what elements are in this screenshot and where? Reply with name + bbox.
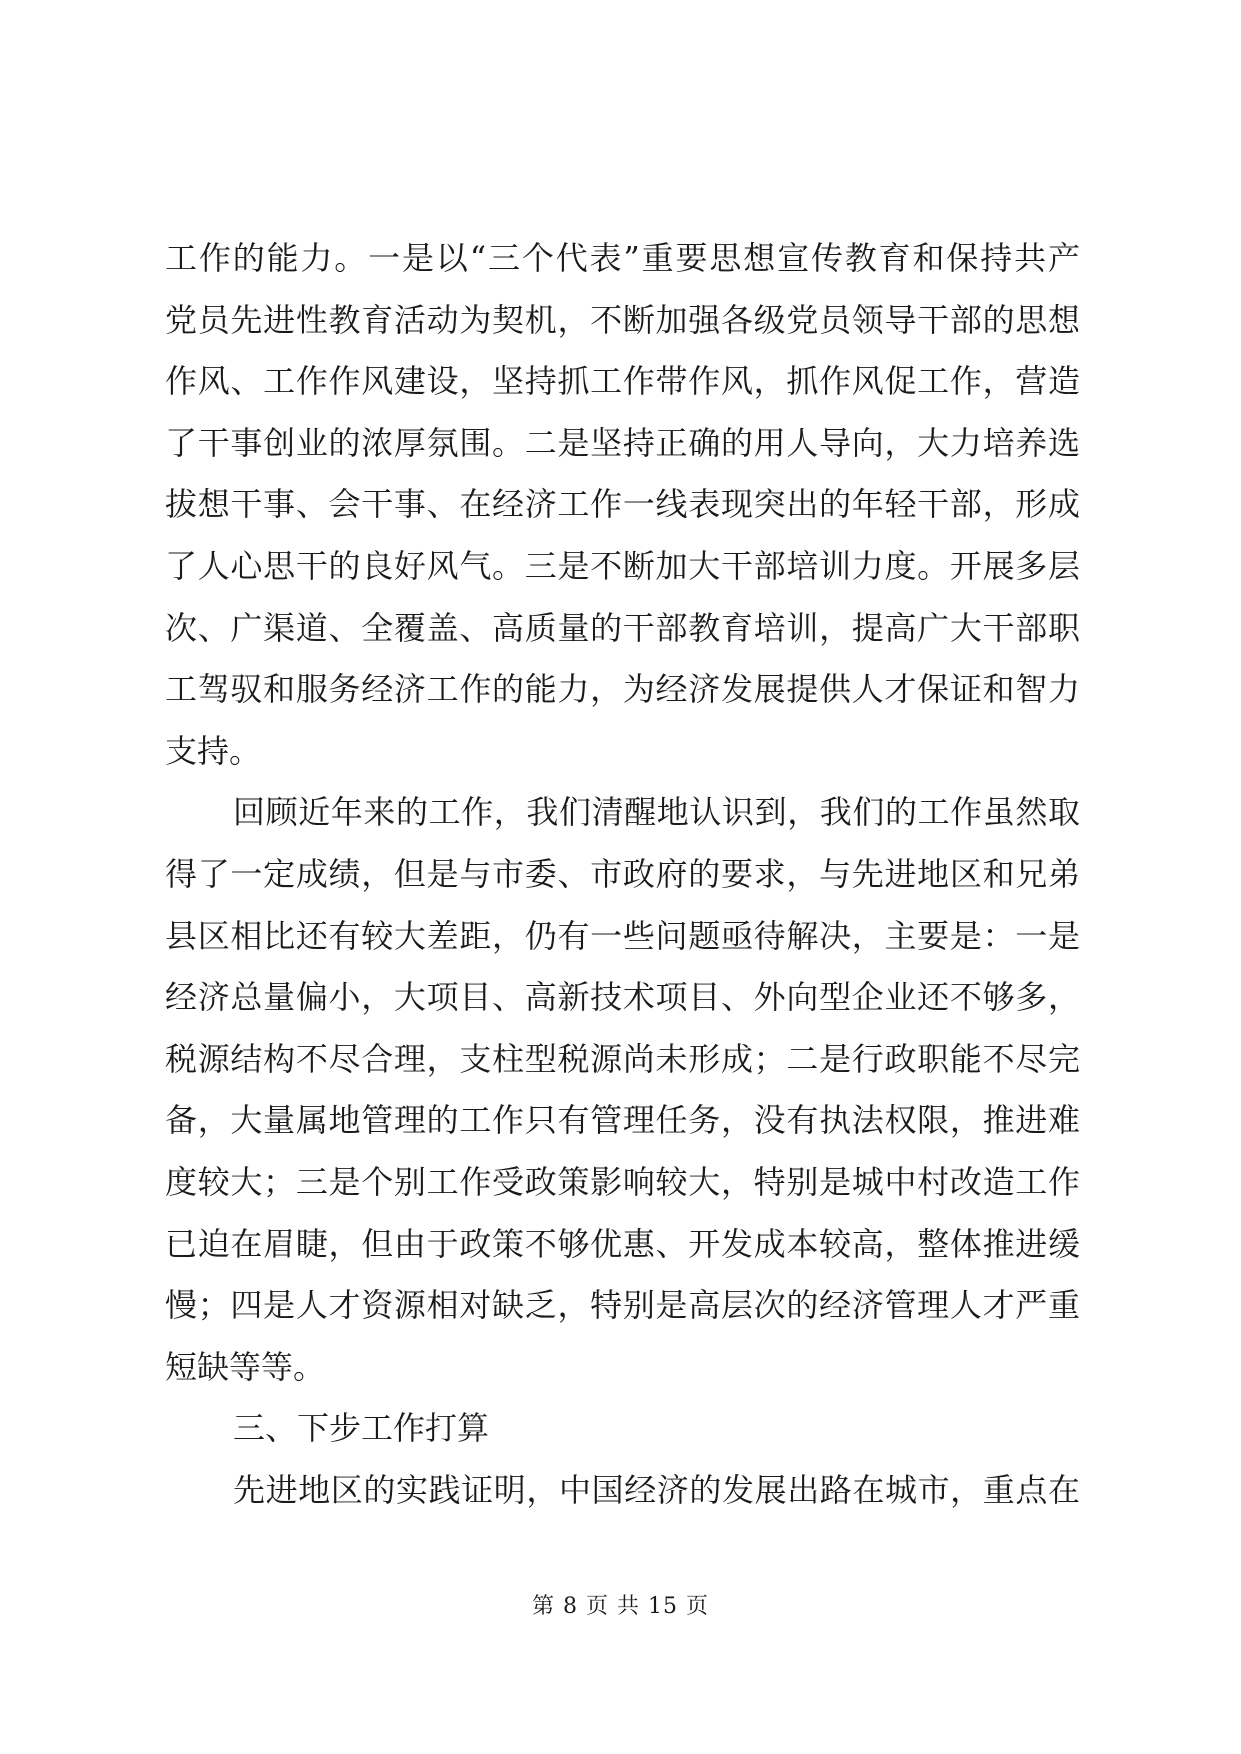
body-text (165, 228, 1080, 1521)
text-line-10: 回顾近年来的工作，我们清醒地认识到，我们的工作虽然取 (233, 793, 1080, 832)
text-line-11: 得了一定成绩，但是与市委、市政府的要求，与先进地区和兄弟 (165, 854, 1080, 893)
text-line-14: 税源结构不尽合理，支柱型税源尚未形成；二是行政职能不尽完 (165, 1039, 1080, 1078)
text-line-4: 了干事创业的浓厚氛围。二是坚持正确的用人导向，大力培养选 (165, 423, 1080, 462)
text-line-3: 作风、工作作风建设，坚持抓工作带作风，抓作风促工作，营造 (165, 362, 1080, 401)
text-line-5: 拔想干事、会干事、在经济工作一线表现突出的年轻干部，形成 (165, 485, 1080, 524)
text-line-8: 工驾驭和服务经济工作的能力，为经济发展提供人才保证和智力 (165, 670, 1080, 709)
text-line-18: 慢；四是人才资源相对缺乏，特别是高层次的经济管理人才严重 (165, 1286, 1080, 1325)
page-footer: 第 8 页 共 15 页 (532, 1594, 709, 1619)
text-line-9: 支持。 (165, 731, 262, 770)
text-line-17: 已迫在眉睫，但由于政策不够优惠、开发成本较高，整体推进缓 (165, 1224, 1080, 1263)
text-line-7: 次、广渠道、全覆盖、高质量的干部教育培训，提高广大干部职 (165, 608, 1080, 647)
text-line-15: 备，大量属地管理的工作只有管理任务，没有执法权限，推进难 (165, 1101, 1080, 1140)
text-line-12: 县区相比还有较大差距，仍有一些问题亟待解决，主要是：一是 (165, 916, 1080, 955)
text-line-6: 了人心思干的良好风气。三是不断加大干部培训力度。开展多层 (165, 546, 1080, 585)
text-line-16: 度较大；三是个别工作受政策影响较大，特别是城中村改造工作 (165, 1162, 1080, 1201)
text-line-19: 短缺等等。 (165, 1347, 326, 1386)
text-line-21: 先进地区的实践证明，中国经济的发展出路在城市，重点在 (233, 1470, 1080, 1509)
text-line-1: 工作的能力。一是以“三个代表”重要思想宣传教育和保持共产 (165, 239, 1080, 277)
text-line-2: 党员先进性教育活动为契机，不断加强各级党员领导干部的思想 (165, 300, 1080, 339)
text-line-13: 经济总量偏小，大项目、高新技术项目、外向型企业还不够多， (165, 978, 1080, 1017)
section-heading: 三、下步工作打算 (233, 1409, 490, 1448)
